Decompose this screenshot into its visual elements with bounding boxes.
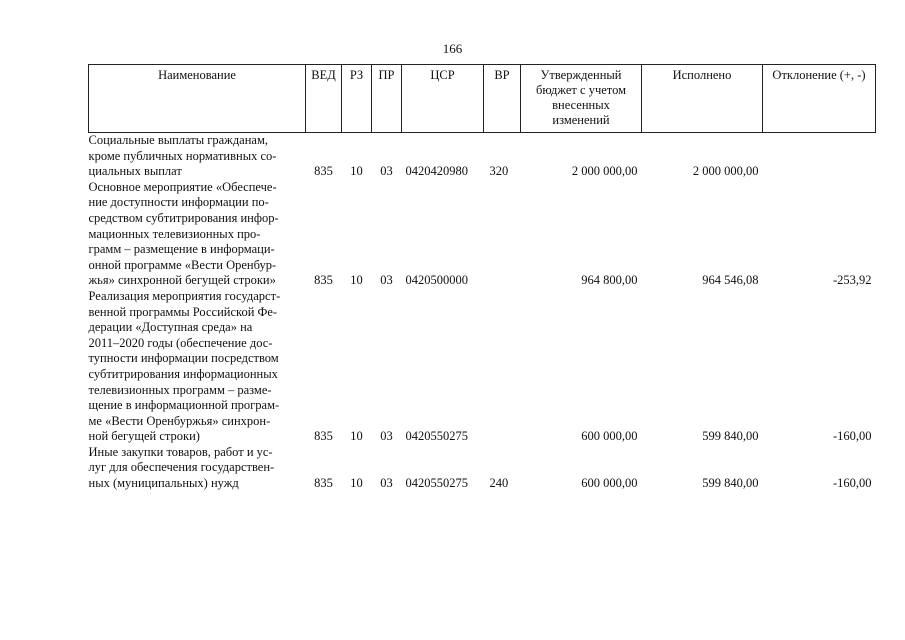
header-csr: ЦСР [402, 65, 484, 133]
cell-name [89, 180, 306, 289]
header-name: Наименование [89, 65, 306, 133]
cell-name-line: грамм – размещение в информаци- [88, 242, 275, 257]
cell-csr: 0420550275 [405, 476, 468, 491]
cell-rz: 10 [350, 429, 363, 444]
header-rz: РЗ [342, 65, 372, 133]
header-vr: ВР [484, 65, 521, 133]
cell-deviation: -160,00 [832, 476, 872, 491]
header-deviation: Отклонение (+, -) [763, 65, 876, 133]
cell-ved: 835 [314, 273, 333, 288]
cell-vr: 320 [489, 164, 509, 179]
header-executed: Исполнено [642, 65, 763, 133]
cell-name-line: ние доступности информации по- [88, 195, 269, 210]
cell-name-line: луг для обеспечения государствен- [88, 460, 275, 475]
cell-rz: 10 [350, 273, 363, 288]
cell-name-line: Иные закупки товаров, работ и ус- [88, 444, 273, 459]
cell-vr: 240 [489, 476, 509, 491]
page-number: 166 [442, 41, 463, 56]
cell-pr: 03 [380, 273, 393, 288]
cell-name-line: субтитрирования информационных [88, 366, 278, 381]
cell-name-line: дерации «Доступная среда» на [88, 320, 253, 335]
cell-deviation: -160,00 [832, 429, 872, 444]
cell-name-line: щение в информационной програм- [88, 398, 280, 413]
cell-csr: 0420420980 [405, 164, 468, 179]
table-row [89, 445, 876, 492]
cell-vr [484, 180, 521, 289]
cell-deviation: -253,92 [832, 273, 872, 288]
cell-name [89, 445, 306, 492]
cell-budget: 600 000,00 [581, 429, 638, 444]
cell-name-line: онной программе «Вести Оренбур- [88, 257, 277, 272]
cell-name-line: венной программы Российской Фе- [88, 304, 278, 319]
cell-name-line: ме «Вести Оренбуржья» синхрон- [88, 413, 271, 428]
cell-name-line: телевизионных программ – разме- [88, 382, 272, 397]
cell-ved: 835 [314, 429, 333, 444]
cell-name [89, 133, 306, 180]
cell-executed: 599 840,00 [702, 476, 759, 491]
table-row [89, 180, 876, 289]
cell-budget: 2 000 000,00 [571, 164, 638, 179]
cell-budget: 600 000,00 [581, 476, 638, 491]
cell-name-line: жья» синхронной бегущей строки» [88, 273, 276, 288]
cell-name-line: ных (муниципальных) нужд [88, 476, 239, 491]
table-header [89, 65, 876, 133]
cell-name-line: 2011–2020 годы (обеспечение дос- [88, 335, 273, 350]
table-row [89, 289, 876, 445]
cell-name-line: ной бегущей строки) [88, 429, 200, 444]
cell-name-line: кроме публичных нормативных со- [88, 148, 277, 163]
budget-table-container [88, 64, 875, 492]
cell-name-line: средством субтитрирования инфор- [88, 210, 279, 225]
header-budget: Утвержденный бюджет с учетом внесенных изменений [521, 65, 642, 133]
cell-rz: 10 [350, 164, 363, 179]
header-pr: ПР [372, 65, 402, 133]
cell-csr: 0420550275 [405, 429, 468, 444]
cell-name-line: мационных телевизионных про- [88, 226, 261, 241]
cell-csr: 0420500000 [405, 273, 468, 288]
cell-vr [484, 289, 521, 445]
cell-budget: 964 800,00 [581, 273, 638, 288]
cell-ved: 835 [314, 476, 333, 491]
cell-pr: 03 [380, 164, 393, 179]
table-row [89, 133, 876, 180]
header-ved: ВЕД [306, 65, 342, 133]
cell-name-line: Основное мероприятие «Обеспече- [88, 179, 277, 194]
cell-deviation [763, 133, 876, 180]
cell-pr: 03 [380, 429, 393, 444]
cell-rz: 10 [350, 476, 363, 491]
cell-pr: 03 [380, 476, 393, 491]
cell-name [89, 289, 306, 445]
cell-executed: 964 546,08 [702, 273, 759, 288]
cell-executed: 2 000 000,00 [692, 164, 759, 179]
cell-ved: 835 [314, 164, 333, 179]
cell-name-line: тупности информации посредством [88, 351, 279, 366]
budget-table [88, 64, 876, 492]
cell-name-line: циальных выплат [88, 164, 182, 179]
cell-name-line: Социальные выплаты гражданам, [88, 133, 269, 147]
table-body [89, 133, 876, 492]
cell-executed: 599 840,00 [702, 429, 759, 444]
cell-name-line: Реализация мероприятия государст- [88, 288, 281, 303]
